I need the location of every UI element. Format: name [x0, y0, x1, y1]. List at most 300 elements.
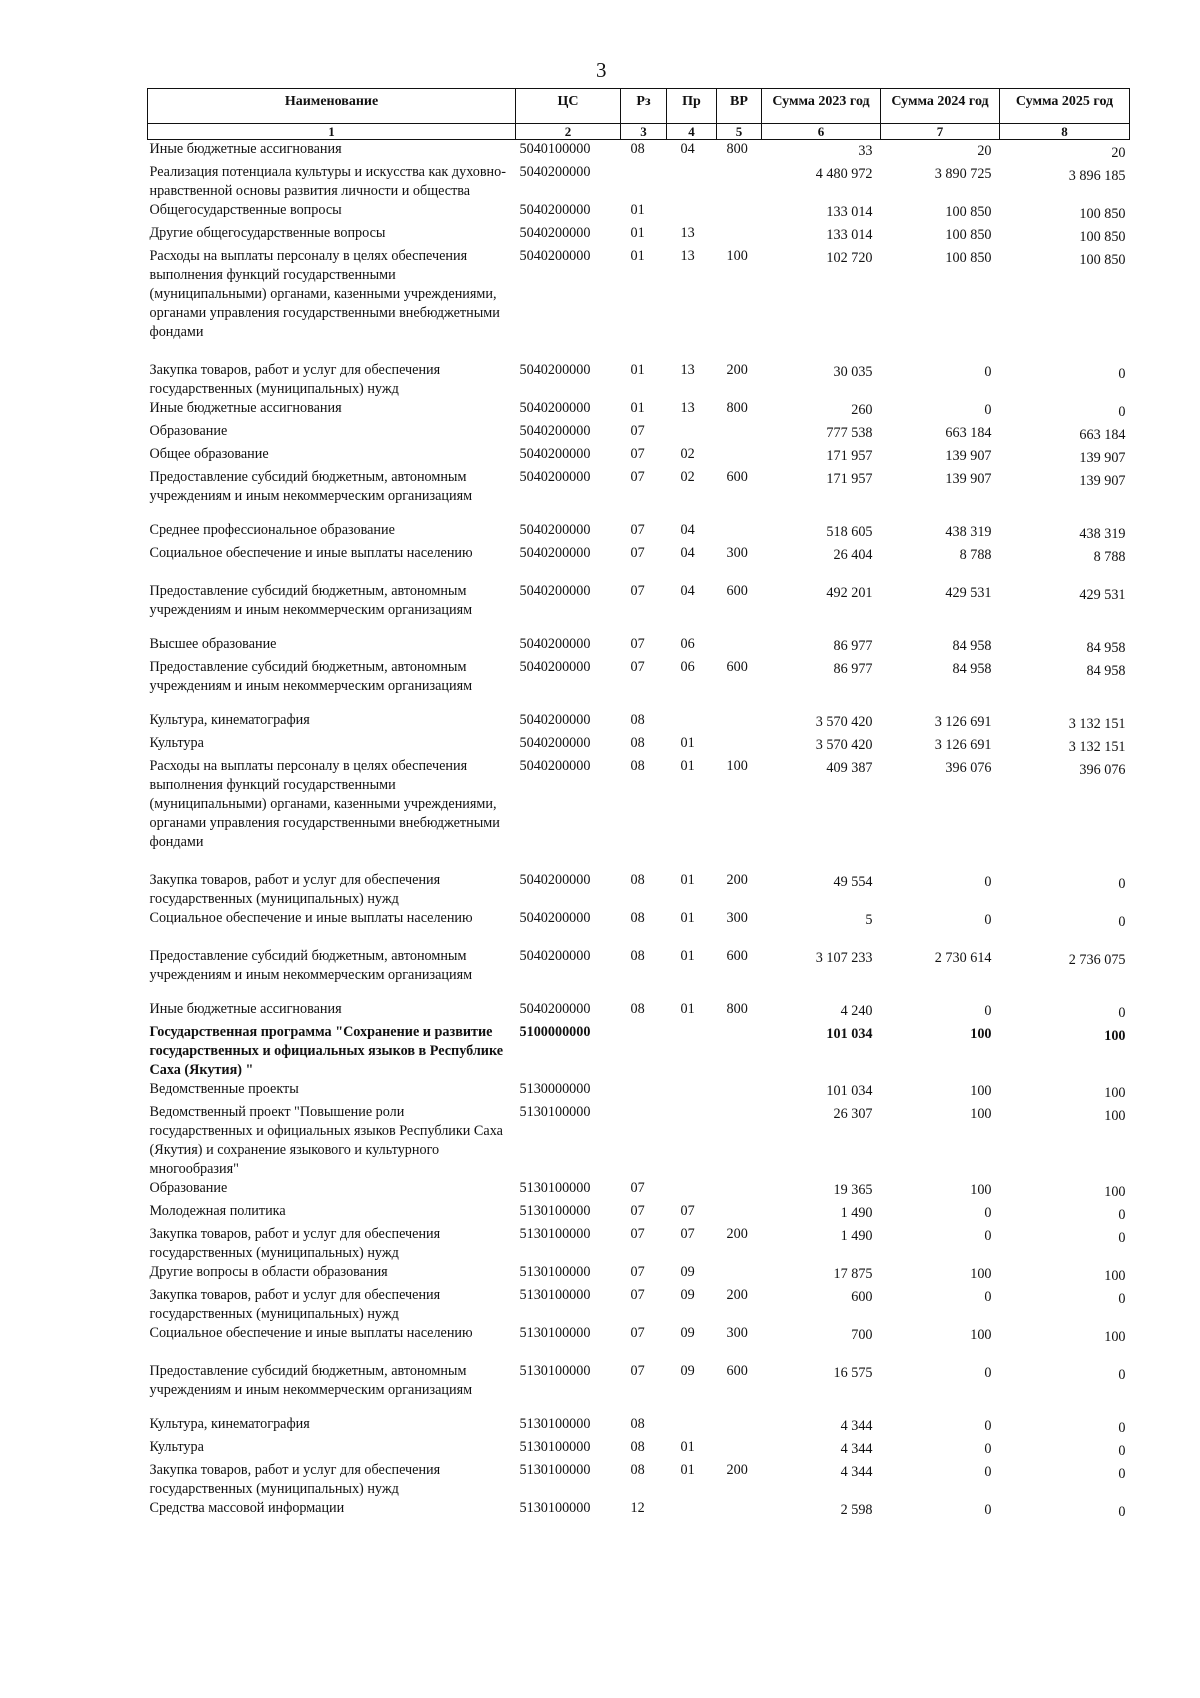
cell-sum-2025: 100	[1104, 1085, 1126, 1101]
cell-sum-2025: 84 958	[1086, 640, 1126, 656]
cell-rz: 07	[630, 1264, 645, 1280]
cell-name: Предоставление субсидий бюджетным, автономным учреждениям и иным некоммерческим организациям	[149, 1363, 473, 1398]
table-row	[148, 224, 1130, 247]
cell-sum-2023: 2 598	[840, 1502, 873, 1518]
cell-name: Средства массовой информации	[149, 1500, 345, 1516]
table-body	[148, 140, 1130, 1523]
cell-pr	[667, 1103, 717, 1179]
column-number: 2	[516, 124, 621, 140]
cell-vr: 200	[726, 362, 748, 378]
cell-rz: 08	[630, 1416, 645, 1432]
table-row	[148, 582, 1130, 635]
cell-rz: 07	[630, 1226, 645, 1242]
table-row	[148, 947, 1130, 1000]
cell-sum-2024: 20	[977, 143, 992, 159]
cell-vr: 300	[726, 910, 748, 926]
cell-pr: 07	[680, 1203, 695, 1219]
cell-sum-2024: 0	[984, 1502, 992, 1518]
cell-sum-2025: 0	[1118, 1420, 1126, 1436]
cell-pr: 01	[680, 735, 695, 751]
cell-sum-2025: 0	[1118, 1207, 1126, 1223]
cell-sum-2024: 84 958	[952, 661, 992, 677]
cell-sum-2025: 100	[1104, 1329, 1126, 1345]
table-row	[148, 1286, 1130, 1324]
table-row	[148, 871, 1130, 909]
cell-pr: 04	[680, 545, 695, 561]
cell-pr: 01	[680, 872, 695, 888]
cell-pr: 13	[680, 362, 695, 378]
cell-pr	[667, 201, 717, 224]
cell-pr: 01	[680, 910, 695, 926]
cell-sum-2024: 0	[984, 1464, 992, 1480]
cell-name: Культура, кинематография	[149, 712, 310, 728]
cell-sum-2025: 3 132 151	[1068, 739, 1126, 755]
cell-vr: 800	[726, 400, 748, 416]
cell-sum-2025: 139 907	[1079, 450, 1126, 466]
header-name: Наименование	[148, 89, 516, 124]
cell-sum-2023: 86 977	[833, 661, 873, 677]
page-number: 3	[596, 58, 607, 82]
cell-name: Предоставление субсидий бюджетным, автономным учреждениям и иным некоммерческим организациям	[149, 659, 473, 694]
cell-cs: 5040200000	[519, 202, 591, 218]
cell-name: Общее образование	[149, 446, 269, 462]
cell-vr	[717, 1179, 762, 1202]
cell-sum-2025: 0	[1118, 1466, 1126, 1482]
cell-name: Расходы на выплаты персоналу в целях обеспечения выполнения функций государственными (муниципальными) органами, казенными учреждениями, органами управления государственными внебюджетными фондами	[149, 758, 500, 850]
cell-vr: 200	[726, 1226, 748, 1242]
cell-vr	[717, 201, 762, 224]
cell-name: Закупка товаров, работ и услуг для обеспечения государственных (муниципальных) нужд	[149, 1462, 441, 1497]
table-row	[148, 711, 1130, 734]
table-row	[148, 734, 1130, 757]
cell-pr: 13	[680, 225, 695, 241]
table-row	[148, 909, 1130, 947]
cell-sum-2023: 4 344	[840, 1418, 873, 1434]
cell-sum-2023: 777 538	[826, 425, 873, 441]
table-row	[148, 635, 1130, 658]
cell-sum-2024: 0	[984, 1289, 992, 1305]
cell-vr: 800	[726, 141, 748, 157]
cell-name: Реализация потенциала культуры и искусства как духовно-нравственной основы развития личности и общества	[149, 164, 506, 199]
cell-sum-2023: 409 387	[826, 760, 873, 776]
cell-name: Предоставление субсидий бюджетным, автономным учреждениям и иным некоммерческим организациям	[149, 948, 473, 983]
cell-sum-2023: 3 570 420	[815, 714, 873, 730]
cell-pr: 09	[680, 1363, 695, 1379]
cell-pr: 09	[680, 1264, 695, 1280]
table-row	[148, 1179, 1130, 1202]
table-row	[148, 1324, 1130, 1362]
cell-rz: 08	[630, 910, 645, 926]
cell-sum-2025: 100 850	[1079, 206, 1126, 222]
cell-cs: 5130000000	[519, 1081, 591, 1097]
cell-sum-2023: 4 344	[840, 1441, 873, 1457]
cell-sum-2024: 100 850	[945, 227, 992, 243]
cell-name: Среднее профессиональное образование	[149, 522, 395, 538]
cell-name: Культура, кинематография	[149, 1416, 310, 1432]
cell-name: Образование	[149, 423, 228, 439]
cell-name: Образование	[149, 1180, 228, 1196]
cell-cs: 5130100000	[519, 1226, 591, 1242]
cell-cs: 5040200000	[519, 400, 591, 416]
cell-sum-2023: 26 404	[833, 547, 873, 563]
cell-sum-2023: 133 014	[826, 204, 873, 220]
cell-name: Культура	[149, 1439, 204, 1455]
cell-name: Другие вопросы в области образования	[149, 1264, 388, 1280]
cell-rz: 08	[630, 872, 645, 888]
cell-sum-2025: 2 736 075	[1068, 952, 1126, 968]
cell-sum-2023: 101 034	[826, 1026, 873, 1042]
cell-vr: 100	[726, 248, 748, 264]
cell-pr: 01	[680, 1001, 695, 1017]
cell-pr: 13	[680, 248, 695, 264]
cell-sum-2024: 3 126 691	[934, 737, 992, 753]
table-row	[148, 1415, 1130, 1438]
table-row	[148, 1000, 1130, 1023]
table-row	[148, 247, 1130, 361]
cell-rz: 07	[630, 659, 645, 675]
table-row	[148, 468, 1130, 521]
cell-sum-2025: 100	[1104, 1268, 1126, 1284]
cell-sum-2024: 139 907	[945, 471, 992, 487]
cell-vr: 800	[726, 1001, 748, 1017]
cell-sum-2023: 49 554	[833, 874, 873, 890]
cell-sum-2024: 0	[984, 364, 992, 380]
cell-pr	[667, 1023, 717, 1080]
cell-sum-2024: 100 850	[945, 204, 992, 220]
cell-cs: 5040200000	[519, 910, 591, 926]
cell-sum-2025: 3 132 151	[1068, 716, 1126, 732]
cell-name: Предоставление субсидий бюджетным, автономным учреждениям и иным некоммерческим организациям	[149, 583, 473, 618]
header-pr: Пр	[667, 89, 717, 124]
cell-sum-2025: 8 788	[1093, 549, 1126, 565]
cell-rz: 07	[630, 446, 645, 462]
cell-cs: 5040200000	[519, 1001, 591, 1017]
table-row	[148, 445, 1130, 468]
cell-cs: 5040200000	[519, 522, 591, 538]
cell-pr: 01	[680, 1462, 695, 1478]
cell-name: Закупка товаров, работ и услуг для обеспечения государственных (муниципальных) нужд	[149, 362, 441, 397]
cell-cs: 5040200000	[519, 423, 591, 439]
cell-pr: 13	[680, 400, 695, 416]
cell-name: Социальное обеспечение и иные выплаты населению	[149, 1325, 473, 1341]
cell-rz: 01	[630, 248, 645, 264]
cell-vr: 200	[726, 1287, 748, 1303]
header-row	[148, 89, 1130, 124]
cell-cs: 5040200000	[519, 164, 591, 180]
cell-rz: 07	[630, 522, 645, 538]
cell-sum-2023: 26 307	[833, 1106, 873, 1122]
cell-cs: 5040200000	[519, 948, 591, 964]
cell-sum-2024: 100	[970, 1327, 992, 1343]
cell-sum-2025: 0	[1118, 1367, 1126, 1383]
cell-rz: 08	[630, 712, 645, 728]
header-vr: ВР	[717, 89, 762, 124]
cell-sum-2025: 438 319	[1079, 526, 1126, 542]
cell-sum-2023: 492 201	[826, 585, 873, 601]
cell-vr	[717, 1202, 762, 1225]
cell-sum-2025: 100	[1104, 1184, 1126, 1200]
cell-sum-2023: 3 107 233	[815, 950, 873, 966]
cell-name: Иные бюджетные ассигнования	[149, 1001, 342, 1017]
cell-sum-2023: 171 957	[826, 471, 873, 487]
cell-cs: 5040100000	[519, 141, 591, 157]
cell-pr	[667, 1080, 717, 1103]
cell-cs: 5040200000	[519, 248, 591, 264]
cell-sum-2025: 100	[1104, 1108, 1126, 1124]
cell-vr	[717, 445, 762, 468]
table-row	[148, 140, 1130, 164]
cell-sum-2024: 8 788	[959, 547, 992, 563]
cell-name: Предоставление субсидий бюджетным, автономным учреждениям и иным некоммерческим организациям	[149, 469, 473, 504]
table-row	[148, 422, 1130, 445]
cell-rz	[621, 1103, 667, 1179]
cell-cs: 5040200000	[519, 659, 591, 675]
cell-vr: 600	[726, 948, 748, 964]
table-row	[148, 163, 1130, 201]
cell-sum-2024: 3 126 691	[934, 714, 992, 730]
cell-vr: 200	[726, 872, 748, 888]
cell-pr: 01	[680, 948, 695, 964]
cell-sum-2024: 429 531	[945, 585, 992, 601]
table-row	[148, 1202, 1130, 1225]
cell-cs: 5130100000	[519, 1104, 591, 1120]
cell-rz: 01	[630, 225, 645, 241]
cell-vr: 600	[726, 469, 748, 485]
cell-vr	[717, 521, 762, 544]
cell-name: Социальное обеспечение и иные выплаты населению	[149, 545, 473, 561]
cell-vr: 300	[726, 545, 748, 561]
cell-rz: 07	[630, 1180, 645, 1196]
cell-pr	[667, 711, 717, 734]
cell-cs: 5130100000	[519, 1363, 591, 1379]
cell-sum-2025: 429 531	[1079, 587, 1126, 603]
cell-sum-2025: 0	[1118, 876, 1126, 892]
cell-pr: 01	[680, 758, 695, 774]
cell-cs: 5040200000	[519, 735, 591, 751]
cell-cs: 5040200000	[519, 545, 591, 561]
cell-sum-2023: 33	[858, 143, 873, 159]
cell-sum-2024: 100	[970, 1026, 992, 1042]
column-number: 5	[717, 124, 762, 140]
cell-vr	[717, 224, 762, 247]
cell-sum-2025: 0	[1118, 1291, 1126, 1307]
table-row	[148, 399, 1130, 422]
cell-sum-2024: 139 907	[945, 448, 992, 464]
budget-table	[147, 88, 1130, 1522]
cell-cs: 5130100000	[519, 1264, 591, 1280]
cell-sum-2024: 663 184	[945, 425, 992, 441]
cell-sum-2023: 16 575	[833, 1365, 873, 1381]
cell-sum-2025: 100 850	[1079, 229, 1126, 245]
cell-rz: 08	[630, 1439, 645, 1455]
cell-sum-2023: 4 240	[840, 1003, 873, 1019]
cell-pr	[667, 1499, 717, 1522]
cell-cs: 5040200000	[519, 712, 591, 728]
cell-rz: 08	[630, 141, 645, 157]
cell-rz: 01	[630, 202, 645, 218]
cell-cs: 5130100000	[519, 1180, 591, 1196]
cell-sum-2025: 0	[1118, 914, 1126, 930]
cell-sum-2023: 518 605	[826, 524, 873, 540]
cell-sum-2025: 100 850	[1079, 252, 1126, 268]
cell-rz: 12	[630, 1500, 645, 1516]
table-row	[148, 1080, 1130, 1103]
cell-sum-2025: 396 076	[1079, 762, 1126, 778]
cell-sum-2023: 600	[851, 1289, 873, 1305]
cell-rz: 07	[630, 469, 645, 485]
cell-name: Закупка товаров, работ и услуг для обеспечения государственных (муниципальных) нужд	[149, 1226, 441, 1261]
cell-name: Общегосударственные вопросы	[149, 202, 342, 218]
cell-vr	[717, 422, 762, 445]
cell-cs: 5040200000	[519, 362, 591, 378]
cell-sum-2023: 86 977	[833, 638, 873, 654]
column-number: 4	[667, 124, 717, 140]
cell-sum-2024: 0	[984, 1418, 992, 1434]
cell-rz: 07	[630, 636, 645, 652]
header-cs: ЦС	[516, 89, 621, 124]
cell-rz: 01	[630, 362, 645, 378]
cell-sum-2025: 3 896 185	[1068, 168, 1126, 184]
cell-sum-2024: 0	[984, 1228, 992, 1244]
cell-cs: 5100000000	[519, 1024, 591, 1040]
table-row	[148, 1225, 1130, 1263]
cell-name: Расходы на выплаты персоналу в целях обеспечения выполнения функций государственными (муниципальными) органами, казенными учреждениями, органами управления государственными внебюджетными фондами	[149, 248, 500, 340]
cell-sum-2024: 0	[984, 402, 992, 418]
cell-cs: 5040200000	[519, 758, 591, 774]
cell-rz	[621, 163, 667, 201]
cell-sum-2024: 0	[984, 1003, 992, 1019]
cell-vr: 600	[726, 583, 748, 599]
column-number: 1	[148, 124, 516, 140]
cell-sum-2024: 0	[984, 1205, 992, 1221]
table-row	[148, 521, 1130, 544]
cell-sum-2025: 0	[1118, 1005, 1126, 1021]
cell-rz: 07	[630, 1287, 645, 1303]
cell-pr: 07	[680, 1226, 695, 1242]
cell-name: Социальное обеспечение и иные выплаты населению	[149, 910, 473, 926]
cell-sum-2025: 0	[1118, 1504, 1126, 1520]
cell-cs: 5130100000	[519, 1325, 591, 1341]
header-sum-2023: Сумма 2023 год	[762, 89, 881, 124]
cell-name: Культура	[149, 735, 204, 751]
cell-sum-2025: 84 958	[1086, 663, 1126, 679]
header-sum-2025: Сумма 2025 год	[1000, 89, 1130, 124]
cell-cs: 5130100000	[519, 1500, 591, 1516]
column-number-row	[148, 124, 1130, 140]
cell-sum-2024: 3 890 725	[934, 166, 992, 182]
cell-cs: 5040200000	[519, 225, 591, 241]
cell-sum-2025: 0	[1118, 404, 1126, 420]
cell-vr: 300	[726, 1325, 748, 1341]
cell-vr	[717, 1103, 762, 1179]
cell-sum-2024: 396 076	[945, 760, 992, 776]
cell-sum-2024: 0	[984, 1365, 992, 1381]
cell-pr: 01	[680, 1439, 695, 1455]
cell-rz: 08	[630, 1001, 645, 1017]
cell-name: Другие общегосударственные вопросы	[149, 225, 386, 241]
cell-sum-2025: 139 907	[1079, 473, 1126, 489]
cell-pr	[667, 422, 717, 445]
cell-sum-2023: 5	[865, 912, 873, 928]
cell-sum-2023: 101 034	[826, 1083, 873, 1099]
cell-pr: 09	[680, 1287, 695, 1303]
cell-cs: 5130100000	[519, 1287, 591, 1303]
cell-sum-2023: 1 490	[840, 1205, 873, 1221]
cell-pr	[667, 163, 717, 201]
cell-rz	[621, 1080, 667, 1103]
cell-pr: 04	[680, 522, 695, 538]
cell-rz: 07	[630, 1363, 645, 1379]
cell-vr: 100	[726, 758, 748, 774]
cell-sum-2024: 100	[970, 1083, 992, 1099]
cell-pr: 06	[680, 636, 695, 652]
cell-rz: 07	[630, 423, 645, 439]
table-row	[148, 544, 1130, 582]
cell-cs: 5040200000	[519, 583, 591, 599]
cell-vr	[717, 1438, 762, 1461]
cell-sum-2024: 100 850	[945, 250, 992, 266]
cell-vr	[717, 734, 762, 757]
cell-name: Молодежная политика	[149, 1203, 286, 1219]
table-row	[148, 361, 1130, 399]
column-number: 7	[881, 124, 1000, 140]
cell-pr: 06	[680, 659, 695, 675]
cell-cs: 5130100000	[519, 1439, 591, 1455]
table-row	[148, 201, 1130, 224]
cell-vr: 600	[726, 659, 748, 675]
cell-rz: 08	[630, 1462, 645, 1478]
cell-sum-2023: 700	[851, 1327, 873, 1343]
column-number: 8	[1000, 124, 1130, 140]
cell-rz: 07	[630, 1325, 645, 1341]
cell-sum-2024: 438 319	[945, 524, 992, 540]
cell-sum-2023: 17 875	[833, 1266, 873, 1282]
table-row	[148, 1103, 1130, 1179]
cell-sum-2025: 20	[1111, 145, 1126, 161]
header-rz: Рз	[621, 89, 667, 124]
cell-vr	[717, 1080, 762, 1103]
cell-rz	[621, 1023, 667, 1080]
cell-vr	[717, 163, 762, 201]
cell-sum-2023: 3 570 420	[815, 737, 873, 753]
table-row	[148, 1362, 1130, 1415]
cell-sum-2025: 0	[1118, 1443, 1126, 1459]
cell-vr	[717, 711, 762, 734]
cell-name: Иные бюджетные ассигнования	[149, 141, 342, 157]
cell-sum-2024: 100	[970, 1266, 992, 1282]
cell-pr	[667, 1415, 717, 1438]
cell-name: Ведомственные проекты	[149, 1081, 299, 1097]
cell-name: Закупка товаров, работ и услуг для обеспечения государственных (муниципальных) нужд	[149, 1287, 441, 1322]
column-number: 6	[762, 124, 881, 140]
cell-sum-2025: 0	[1118, 366, 1126, 382]
cell-sum-2023: 19 365	[833, 1182, 873, 1198]
cell-sum-2023: 171 957	[826, 448, 873, 464]
cell-sum-2024: 100	[970, 1182, 992, 1198]
cell-vr	[717, 1499, 762, 1522]
cell-rz: 08	[630, 948, 645, 964]
cell-vr	[717, 1263, 762, 1286]
cell-vr	[717, 1415, 762, 1438]
cell-sum-2024: 2 730 614	[934, 950, 992, 966]
cell-rz: 07	[630, 1203, 645, 1219]
cell-vr	[717, 635, 762, 658]
cell-sum-2024: 0	[984, 1441, 992, 1457]
cell-pr: 04	[680, 141, 695, 157]
cell-pr: 02	[680, 446, 695, 462]
cell-rz: 07	[630, 583, 645, 599]
cell-pr: 04	[680, 583, 695, 599]
